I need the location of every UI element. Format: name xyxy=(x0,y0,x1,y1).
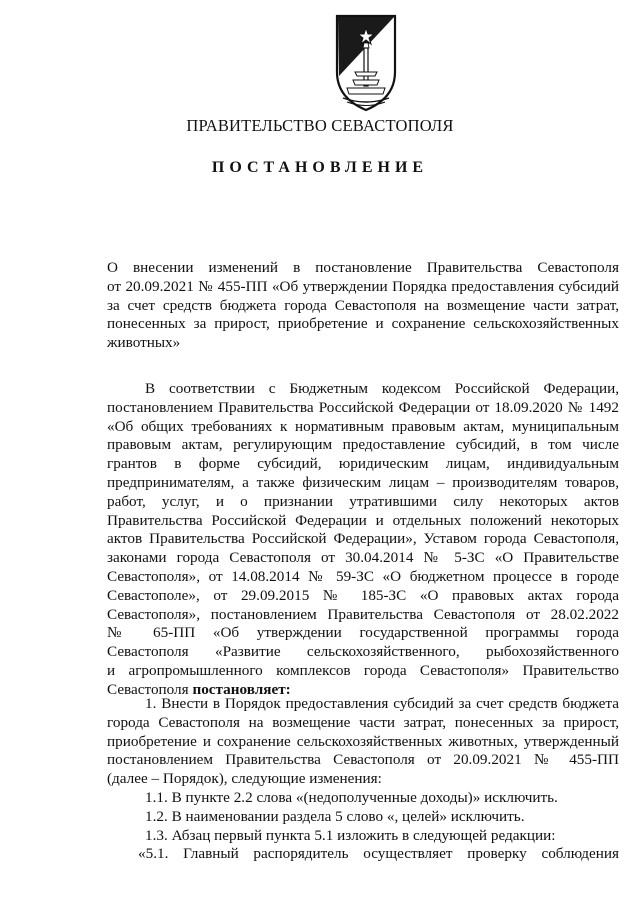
preamble xyxy=(107,380,619,700)
preamble-line: Севастополя», постановлением Правительства Севастополя от 28.02.2022 xyxy=(107,605,619,623)
resolves-keyword: постановляет: xyxy=(192,680,291,698)
preamble-line: № 65-ПП «Об утверждении государственной программы города xyxy=(107,624,619,642)
preamble-last-text: Севастополя xyxy=(107,680,193,698)
subject-line: за счет средств бюджета города Севастополя на возмещение части затрат, xyxy=(107,296,619,314)
preamble-line: В соответствии с Бюджетным кодексом Российской Федерации, xyxy=(145,380,619,397)
preamble-line: Правительства Российской Федерации и отдельных положений некоторых xyxy=(107,511,619,529)
subject-line: понесенных за прирост, приобретение и сохранение сельскохозяйственных xyxy=(107,315,619,333)
preamble-line: грантов в форме субсидий, юридическим лицам, индивидуальным xyxy=(107,455,619,473)
preamble-line: правовым актам, регулирующим предоставление субсидий, в том числе xyxy=(107,436,619,454)
sevastopol-coat-of-arms-icon xyxy=(333,14,399,112)
preamble-line: законами города Севастополя от 30.04.2014 № 5-ЗС «О Правительстве xyxy=(107,549,619,567)
resolution-subject xyxy=(107,259,619,353)
subject-line: от 20.09.2021 № 455-ПП «Об утверждении Порядка предоставления субсидий xyxy=(107,277,619,295)
item-line: города Севастополя на возмещение части затрат, понесенных за прирост, xyxy=(107,713,619,731)
preamble-line: актов Правительства Российской Федерации», Уставом города Севастополя, xyxy=(107,530,619,548)
government-name: ПРАВИТЕЛЬСТВО СЕВАСТОПОЛЯ xyxy=(186,116,454,135)
item-line: 1. Внести в Порядок предоставления субсидий за счет средств бюджета xyxy=(145,695,619,712)
preamble-line: «Об общих требованиях к нормативным правовым актам, муниципальным xyxy=(107,417,619,435)
preamble-line: Севастополя «Развитие сельскохозяйственного, рыбохозяйственного xyxy=(107,643,619,661)
item-1 xyxy=(107,695,619,864)
item-line: (далее – Порядок), следующие изменения: xyxy=(107,770,382,788)
subitem-1-3: 1.3. Абзац первый пункта 5.1 изложить в следующей редакции: xyxy=(145,826,556,844)
subject-line: животных» xyxy=(107,334,181,352)
item-line: постановлением Правительства Севастополя от 20.09.2021 № 455-ПП xyxy=(107,751,619,769)
subitem-1-1: 1.1. В пункте 2.2 слова «(недополученные доходы)» исключить. xyxy=(145,788,558,806)
preamble-line: Севастополя», от 14.08.2014 № 59-ЗС «О бюджетном процессе в городе xyxy=(107,567,619,585)
document-type-title: ПОСТАНОВЛЕНИЕ xyxy=(211,159,429,176)
item-line: приобретение и сохранение сельскохозяйственных животных, утвержденный xyxy=(107,732,619,750)
preamble-line: работ, услуг, и о признании утратившими силу некоторых актов xyxy=(107,492,619,510)
subject-line: О внесении изменений в постановление Правительства Севастополя xyxy=(107,259,619,276)
preamble-line: предпринимателям, а также физическим лицам – производителям товаров, xyxy=(107,473,619,491)
preamble-line: и агропромышленного комплексов города Севастополя» Правительство xyxy=(107,661,619,679)
preamble-line: постановлением Правительства Российской Федерации от 18.09.2020 № 1492 xyxy=(107,398,619,416)
subitem-1-2: 1.2. В наименовании раздела 5 слово «, целей» исключить. xyxy=(145,807,525,825)
quoted-text-line: «5.1. Главный распорядитель осуществляет проверку соблюдения xyxy=(138,845,619,863)
preamble-line: Севастополе», от 29.09.2015 № 185-ЗС «О правовых актах города xyxy=(107,586,619,604)
